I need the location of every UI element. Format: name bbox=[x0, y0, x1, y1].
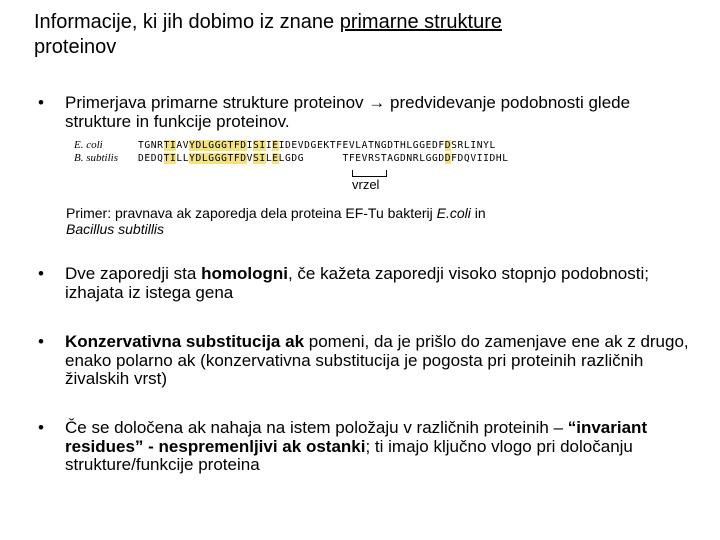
residue: I bbox=[259, 140, 266, 151]
residue: G bbox=[431, 153, 439, 164]
residue: D bbox=[438, 153, 445, 164]
residue: F bbox=[336, 140, 343, 151]
residue: I bbox=[259, 153, 266, 164]
residue: T bbox=[342, 153, 349, 164]
residue: V bbox=[297, 140, 305, 151]
residue: D bbox=[284, 140, 292, 151]
residue: D bbox=[291, 153, 298, 164]
residue: L bbox=[463, 140, 471, 151]
residue: T bbox=[368, 140, 375, 151]
title-underlined: primarne strukture bbox=[339, 11, 502, 33]
residue: E bbox=[291, 140, 298, 151]
residue: T bbox=[380, 153, 388, 164]
residue: G bbox=[393, 153, 401, 164]
residue: V bbox=[182, 140, 190, 151]
bullet-text-post: pomeni, da je prišlo do zamenjave ene ak z drugo, enako polarno ak (konzervativna substitucija je pogosta pri proteinih različnih živalskih vrst) bbox=[65, 332, 689, 388]
residue: F bbox=[438, 140, 445, 151]
residue: I bbox=[476, 153, 484, 164]
residue: G bbox=[208, 140, 215, 151]
residue: Y bbox=[189, 153, 196, 164]
residue: F bbox=[233, 153, 241, 164]
residue: Y bbox=[189, 140, 196, 151]
residue: E bbox=[144, 153, 151, 164]
sequence-text bbox=[138, 152, 509, 165]
residue: E bbox=[316, 140, 324, 151]
residue: G bbox=[412, 140, 420, 151]
residue: A bbox=[387, 153, 394, 164]
residue: D bbox=[387, 140, 394, 151]
residue: D bbox=[400, 153, 407, 164]
residue: T bbox=[329, 140, 337, 151]
residue: V bbox=[348, 140, 356, 151]
residue: D bbox=[489, 153, 496, 164]
residue: T bbox=[163, 153, 170, 164]
example-caption bbox=[66, 205, 666, 237]
bullet-dot: • bbox=[38, 418, 44, 437]
residue: R bbox=[457, 140, 464, 151]
slide-title bbox=[34, 10, 694, 60]
residue: D bbox=[444, 153, 452, 164]
residue: L bbox=[406, 140, 413, 151]
bullet-text-post: , če kažeta zaporedji visoko stopnjo podobnosti; izhajata iz istega gena bbox=[65, 264, 649, 302]
organism-label: B. subtilis bbox=[74, 152, 119, 164]
residue: A bbox=[361, 140, 369, 151]
residue: N bbox=[476, 140, 484, 151]
bullet-text-pre: Dve zaporedji sta bbox=[65, 264, 202, 283]
residue: L bbox=[265, 153, 273, 164]
sequence-alignment bbox=[74, 139, 634, 192]
residue: D bbox=[240, 153, 247, 164]
residue: Q bbox=[463, 153, 471, 164]
gap-bracket bbox=[352, 170, 387, 177]
example-organism-1: E.coli bbox=[436, 205, 471, 221]
residue: R bbox=[368, 153, 375, 164]
residue: N bbox=[406, 153, 413, 164]
residue: I bbox=[483, 153, 490, 164]
residue: S bbox=[374, 153, 381, 164]
example-organism-2: Bacillus subtillis bbox=[66, 221, 165, 237]
residue: T bbox=[393, 140, 401, 151]
residue: D bbox=[195, 153, 202, 164]
residue: I bbox=[169, 153, 177, 164]
residue: D bbox=[150, 153, 158, 164]
residue: G bbox=[214, 153, 222, 164]
residue: V bbox=[361, 153, 369, 164]
gap-label: vrzel bbox=[352, 177, 380, 192]
bullet-text bbox=[65, 265, 695, 302]
bullet-text bbox=[65, 419, 695, 475]
residue: H bbox=[400, 140, 407, 151]
bullet-text-post: ; ti imajo ključno vlogo pri določanju strukture/funkcije proteina bbox=[65, 436, 633, 474]
bullet-text: Primerjava primarne strukture proteinov → predvidevanje podobnosti glede strukture in funkcije proteinov. bbox=[65, 93, 631, 131]
residue: G bbox=[284, 153, 292, 164]
residue: G bbox=[221, 153, 228, 164]
bullet-dot: • bbox=[38, 332, 44, 351]
residue: D bbox=[457, 153, 464, 164]
residue: L bbox=[278, 153, 285, 164]
residue: A bbox=[176, 140, 183, 151]
residue: S bbox=[451, 140, 458, 151]
residue: I bbox=[169, 140, 177, 151]
residue: L bbox=[176, 153, 183, 164]
residue: E bbox=[342, 140, 349, 151]
residue: T bbox=[163, 140, 170, 151]
residue: Q bbox=[157, 153, 164, 164]
residue: D bbox=[138, 153, 145, 164]
residue: G bbox=[310, 140, 317, 151]
residue: E bbox=[355, 153, 362, 164]
residue: L bbox=[201, 140, 209, 151]
residue: D bbox=[304, 140, 311, 151]
residue: F bbox=[348, 153, 356, 164]
residue: V bbox=[246, 153, 254, 164]
residue: G bbox=[425, 153, 432, 164]
residue: G bbox=[214, 140, 222, 151]
residue: K bbox=[323, 140, 330, 151]
residue: T bbox=[138, 140, 145, 151]
residue: L bbox=[489, 140, 496, 151]
residue: F bbox=[233, 140, 241, 151]
sequence-text bbox=[138, 139, 496, 152]
residue: I bbox=[278, 140, 285, 151]
residue: S bbox=[253, 153, 260, 164]
residue: G bbox=[297, 153, 305, 164]
residue: G bbox=[221, 140, 228, 151]
bullet-text-pre: Če se določena ak nahaja na istem položaju v različnih proteinih – bbox=[65, 418, 568, 437]
residue: D bbox=[195, 140, 202, 151]
bullet-dot: • bbox=[38, 264, 44, 283]
residue: I bbox=[470, 140, 477, 151]
residue: G bbox=[208, 153, 215, 164]
residue: I bbox=[265, 140, 273, 151]
title-suffix: proteinov bbox=[34, 36, 117, 58]
residue: L bbox=[419, 153, 426, 164]
residue: T bbox=[227, 140, 234, 151]
residue: R bbox=[157, 140, 164, 151]
residue: N bbox=[150, 140, 158, 151]
residue: D bbox=[240, 140, 247, 151]
residue: E bbox=[272, 140, 279, 151]
residue: Y bbox=[483, 140, 490, 151]
residue: L bbox=[201, 153, 209, 164]
residue: G bbox=[144, 140, 151, 151]
residue: E bbox=[425, 140, 432, 151]
bullet-text-bold: “invariant residues” - nespremenljivi ak ostanki bbox=[65, 418, 648, 456]
residue: S bbox=[253, 140, 260, 151]
residue: G bbox=[380, 140, 388, 151]
organism-label: E. coli bbox=[74, 139, 103, 151]
residue: D bbox=[444, 140, 452, 151]
residue: H bbox=[495, 153, 503, 164]
residue: F bbox=[451, 153, 458, 164]
residue: L bbox=[182, 153, 190, 164]
residue: N bbox=[374, 140, 381, 151]
residue: L bbox=[502, 153, 509, 164]
bullet-text bbox=[65, 333, 695, 389]
title-prefix: Informacije, ki jih dobimo iz znane bbox=[34, 11, 340, 33]
residue: E bbox=[272, 153, 279, 164]
example-pre: Primer: pravnava ak zaporedja dela proteina EF-Tu bakterij bbox=[66, 205, 437, 221]
residue: V bbox=[470, 153, 477, 164]
residue: D bbox=[431, 140, 439, 151]
bullet-text-bold: homologni bbox=[201, 264, 288, 283]
residue: G bbox=[419, 140, 426, 151]
bullet-text-bold: Konzervativna substitucija ak bbox=[65, 332, 305, 351]
residue: I bbox=[246, 140, 254, 151]
residue: R bbox=[412, 153, 420, 164]
bullet-dot: • bbox=[38, 93, 44, 112]
example-mid: in bbox=[470, 205, 486, 221]
residue: L bbox=[355, 140, 362, 151]
residue: T bbox=[227, 153, 234, 164]
